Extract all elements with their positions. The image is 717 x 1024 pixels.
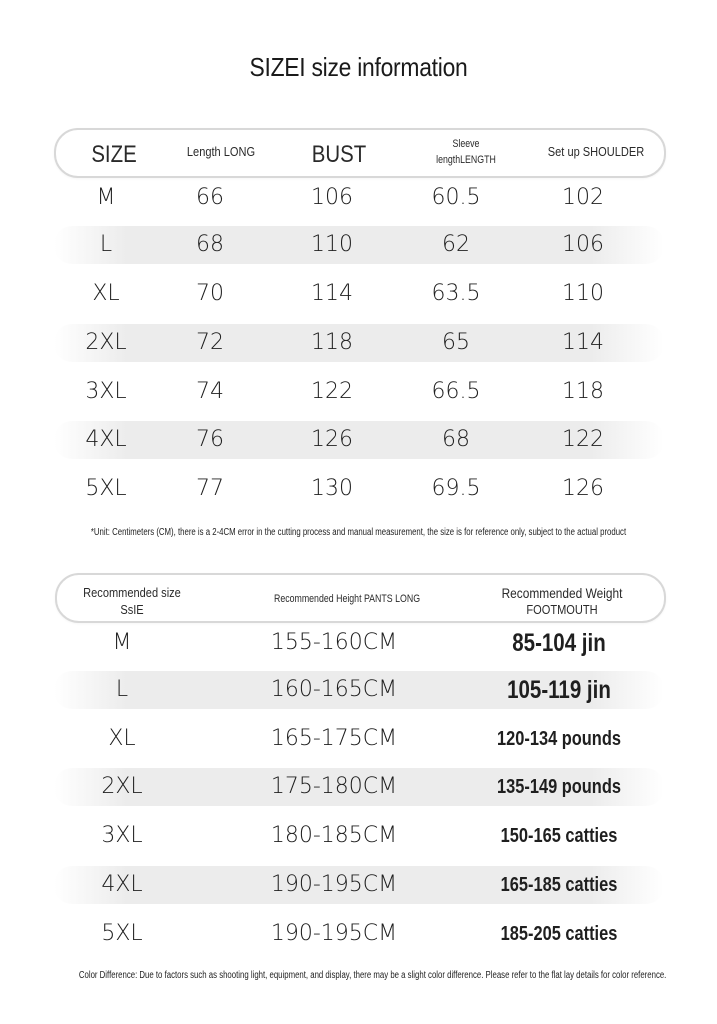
length-cell: 77: [196, 476, 224, 501]
length-cell: 68: [196, 232, 224, 257]
rec-size-cell: 4XL: [101, 872, 143, 897]
size-table-header: [54, 128, 666, 178]
header-ssie: SsIE: [120, 602, 144, 617]
sleeve-cell: 66.5: [431, 379, 481, 404]
recommendation-row: [54, 866, 664, 904]
page-title: SIZEI size information: [249, 52, 468, 82]
recommendation-row: [54, 624, 664, 662]
bust-cell: 118: [311, 330, 353, 355]
height-cell: 190-195CM: [270, 921, 398, 946]
header-length: Length LONG: [186, 144, 256, 159]
recommendation-table-header: [55, 573, 666, 623]
size-cell: M: [96, 185, 116, 210]
rec-size-cell: 3XL: [101, 823, 143, 848]
header-sleeve: Sleeve: [452, 138, 480, 150]
weight-cell: 150-165 catties: [500, 825, 618, 847]
size-cell: 2XL: [85, 330, 127, 355]
shoulder-cell: 122: [562, 427, 604, 452]
size-cell: 3XL: [85, 379, 127, 404]
measurement-note: *Unit: Centimeters (CM), there is a 2-4CM error in the cutting process and manual measurement, the size is for reference only, subject to the actual product: [90, 527, 627, 538]
sleeve-cell: 65: [442, 330, 470, 355]
height-cell: 155-160CM: [270, 630, 398, 655]
header-recommended-weight: Recommended Weight: [501, 585, 623, 601]
weight-cell: 135-149 pounds: [497, 776, 621, 798]
size-cell: 4XL: [85, 427, 127, 452]
bust-cell: 110: [311, 232, 353, 257]
weight-cell: 120-134 pounds: [497, 728, 621, 750]
weight-cell: 85-104 jin: [512, 629, 606, 657]
size-row: [54, 226, 664, 264]
height-cell: 190-195CM: [270, 872, 398, 897]
header-bust: BUST: [311, 141, 367, 168]
recommendation-row: [54, 817, 664, 855]
header-footmouth: FOOTMOUTH: [526, 602, 598, 617]
recommendation-row: [54, 720, 664, 758]
height-cell: 160-165CM: [270, 677, 398, 702]
length-cell: 70: [196, 281, 224, 306]
shoulder-cell: 110: [562, 281, 604, 306]
size-row: [54, 421, 664, 459]
color-difference-note: Color Difference: Due to factors such as shooting light, equipment, and display, there may be a slight color difference. Please refer to the flat lay details for color reference.: [78, 970, 667, 981]
size-cell: XL: [92, 281, 120, 306]
size-row: [54, 179, 664, 217]
bust-cell: 122: [311, 379, 353, 404]
header-recommended-height: Recommended Height PANTS LONG: [273, 593, 421, 605]
length-cell: 76: [196, 427, 224, 452]
shoulder-cell: 126: [562, 476, 604, 501]
size-cell: 5XL: [85, 476, 127, 501]
height-cell: 175-180CM: [270, 774, 398, 799]
length-cell: 72: [196, 330, 224, 355]
header-sleeve-length: lengthLENGTH: [436, 154, 496, 166]
height-cell: 180-185CM: [270, 823, 398, 848]
sleeve-cell: 60.5: [431, 185, 481, 210]
sleeve-cell: 62: [442, 232, 470, 257]
bust-cell: 106: [311, 185, 353, 210]
sleeve-cell: 69.5: [431, 476, 481, 501]
length-cell: 74: [196, 379, 224, 404]
recommendation-row: [54, 671, 664, 709]
header-size: SIZE: [91, 141, 137, 168]
size-row: [54, 324, 664, 362]
rec-size-cell: XL: [108, 726, 136, 751]
size-cell: L: [99, 232, 113, 257]
header-recommended-size: Recommended size: [83, 585, 181, 600]
shoulder-cell: 102: [562, 185, 604, 210]
shoulder-cell: 106: [562, 232, 604, 257]
rec-size-cell: 2XL: [101, 774, 143, 799]
rec-size-cell: M: [112, 630, 132, 655]
sleeve-cell: 68: [442, 427, 470, 452]
recommendation-row: [54, 768, 664, 806]
sleeve-cell: 63.5: [431, 281, 481, 306]
weight-cell: 105-119 jin: [507, 676, 611, 704]
header-shoulder: Set up SHOULDER: [547, 144, 645, 159]
rec-size-cell: L: [115, 677, 129, 702]
height-cell: 165-175CM: [270, 726, 398, 751]
recommendation-row: [54, 915, 664, 953]
bust-cell: 126: [311, 427, 353, 452]
size-row: [54, 275, 664, 313]
bust-cell: 130: [311, 476, 353, 501]
weight-cell: 185-205 catties: [500, 923, 618, 945]
shoulder-cell: 118: [562, 379, 604, 404]
shoulder-cell: 114: [562, 330, 604, 355]
rec-size-cell: 5XL: [101, 921, 143, 946]
weight-cell: 165-185 catties: [500, 874, 618, 896]
size-row: [54, 470, 664, 508]
length-cell: 66: [196, 185, 224, 210]
size-row: [54, 373, 664, 411]
bust-cell: 114: [311, 281, 353, 306]
